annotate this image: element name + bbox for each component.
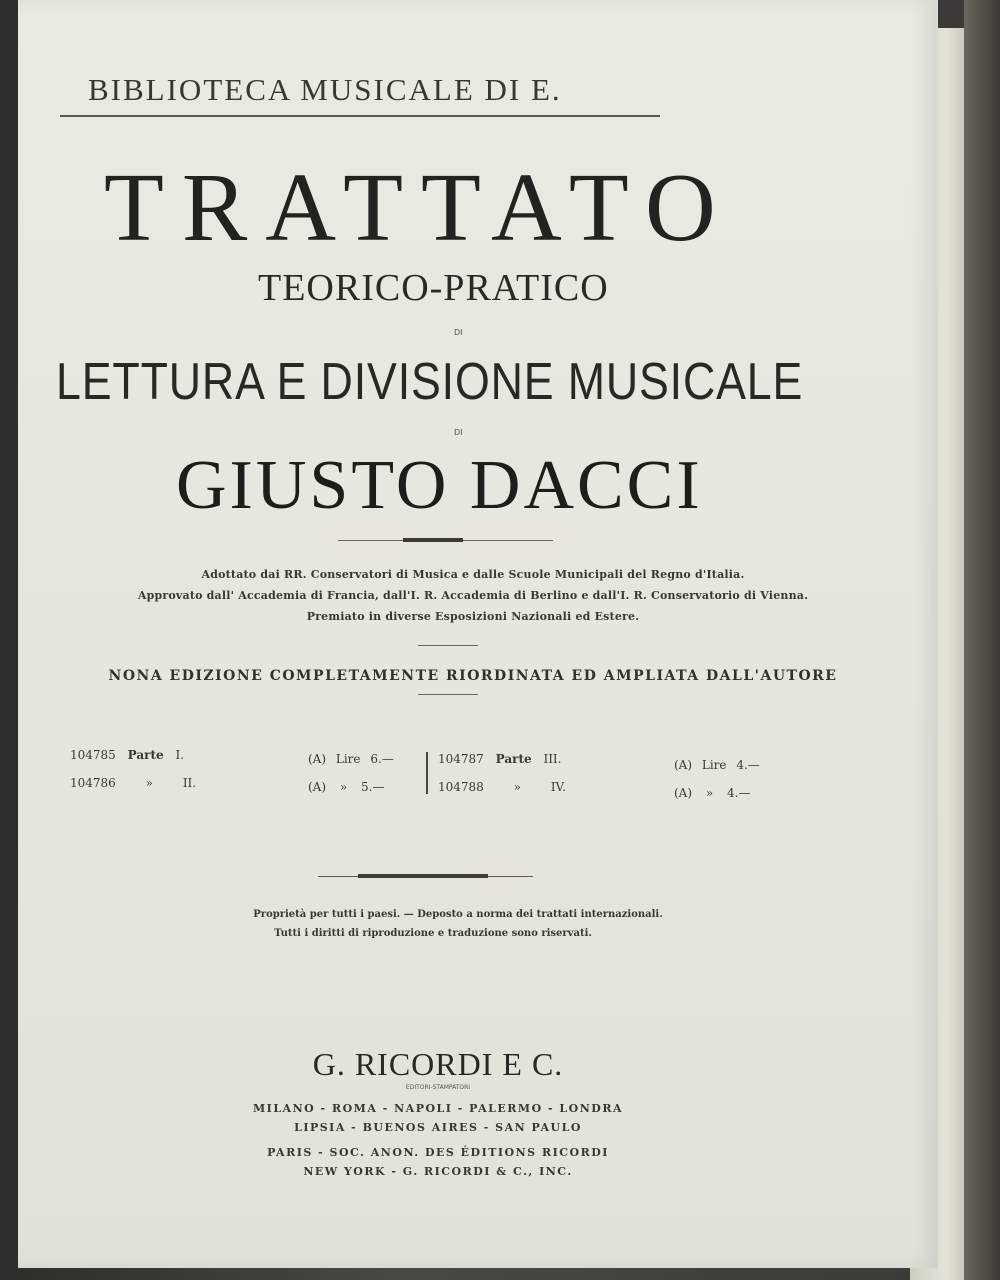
- book-cover-edge: [964, 0, 1000, 1280]
- price-code: (A): [308, 752, 327, 766]
- price: 5.—: [361, 780, 385, 794]
- main-title: TRATTATO: [104, 154, 734, 262]
- part-row-2: [70, 776, 196, 790]
- part-volume: II.: [182, 776, 197, 790]
- part-volume: IV.: [550, 780, 566, 794]
- author-name: GIUSTO DACCI: [176, 447, 703, 524]
- part-number: 104785: [70, 748, 116, 762]
- part-volume: III.: [543, 752, 562, 766]
- price: 4.—: [727, 786, 751, 800]
- cities-line-2: LIPSIA - BUENOS AIRES - SAN PAULO: [294, 1121, 582, 1134]
- part-volume: I.: [175, 748, 185, 762]
- price-code: (A): [308, 780, 327, 794]
- part-price-4: [674, 786, 750, 800]
- cities-line-4: NEW YORK - G. RICORDI & C., INC.: [303, 1165, 573, 1178]
- currency: Lire: [701, 758, 727, 772]
- publisher-name: G. RICORDI E C.: [312, 1046, 564, 1082]
- divider-small-2: [418, 694, 478, 695]
- part-number: 104788: [438, 780, 484, 794]
- part-price-1: [308, 752, 394, 766]
- ornament-center: [403, 538, 463, 542]
- price: 4.—: [736, 758, 760, 772]
- part-row-4: [438, 780, 566, 794]
- part-number: 104787: [438, 752, 484, 766]
- di-connector-1: DI: [454, 328, 463, 337]
- title-line-2: LETTURA E DIVISIONE MUSICALE: [56, 353, 804, 411]
- di-connector-2: DI: [454, 428, 463, 437]
- part-label: Parte: [127, 748, 164, 762]
- part-number: 104786: [70, 776, 116, 790]
- part-price-2: [308, 780, 384, 794]
- price: 6.—: [370, 752, 394, 766]
- currency: Lire: [335, 752, 361, 766]
- series-underline: [60, 115, 660, 117]
- title-page: [18, 0, 938, 1268]
- subtitle: TEORICO-PRATICO: [258, 267, 609, 309]
- divider-small-1: [418, 645, 478, 646]
- approval-line-2: Approvato dall' Accademia di Francia, dall'I. R. Accademia di Berlino e dall'I. R. Conservatorio di Vienna.: [137, 589, 809, 602]
- part-label: »: [145, 776, 153, 790]
- currency: »: [339, 780, 348, 794]
- ornament-center-2: [358, 874, 488, 878]
- price-code: (A): [674, 758, 693, 772]
- cities-line-1: MILANO - ROMA - NAPOLI - PALERMO - LONDRA: [253, 1102, 623, 1115]
- edition-statement: NONA EDIZIONE COMPLETAMENTE RIORDINATA ED AMPLIATA DALL'AUTORE: [108, 668, 838, 684]
- part-row-3: [438, 752, 562, 766]
- part-label: »: [513, 780, 521, 794]
- part-label: Parte: [495, 752, 532, 766]
- rights-line-2: Tutti i diritti di riproduzione e traduzione sono riservati.: [274, 928, 592, 939]
- part-row-1: [70, 748, 184, 762]
- approval-line-1: Adottato dai RR. Conservatori di Musica e dalle Scuole Municipali del Regno d'Italia.: [201, 568, 745, 581]
- price-code: (A): [674, 786, 693, 800]
- rights-line-1: Proprietà per tutti i paesi. — Deposto a norma dei trattati internazionali.: [253, 909, 663, 920]
- part-price-3: [674, 758, 760, 772]
- column-divider: [426, 752, 428, 794]
- approval-line-3: Premiato in diverse Esposizioni Nazionali ed Estere.: [306, 610, 640, 623]
- series-heading: BIBLIOTECA MUSICALE DI E.: [88, 72, 562, 107]
- cities-line-3: PARIS - SOC. ANON. DES ÉDITIONS RICORDI: [267, 1146, 609, 1159]
- currency: »: [705, 786, 714, 800]
- publisher-tagline: EDITORI-STAMPATORI: [405, 1084, 471, 1091]
